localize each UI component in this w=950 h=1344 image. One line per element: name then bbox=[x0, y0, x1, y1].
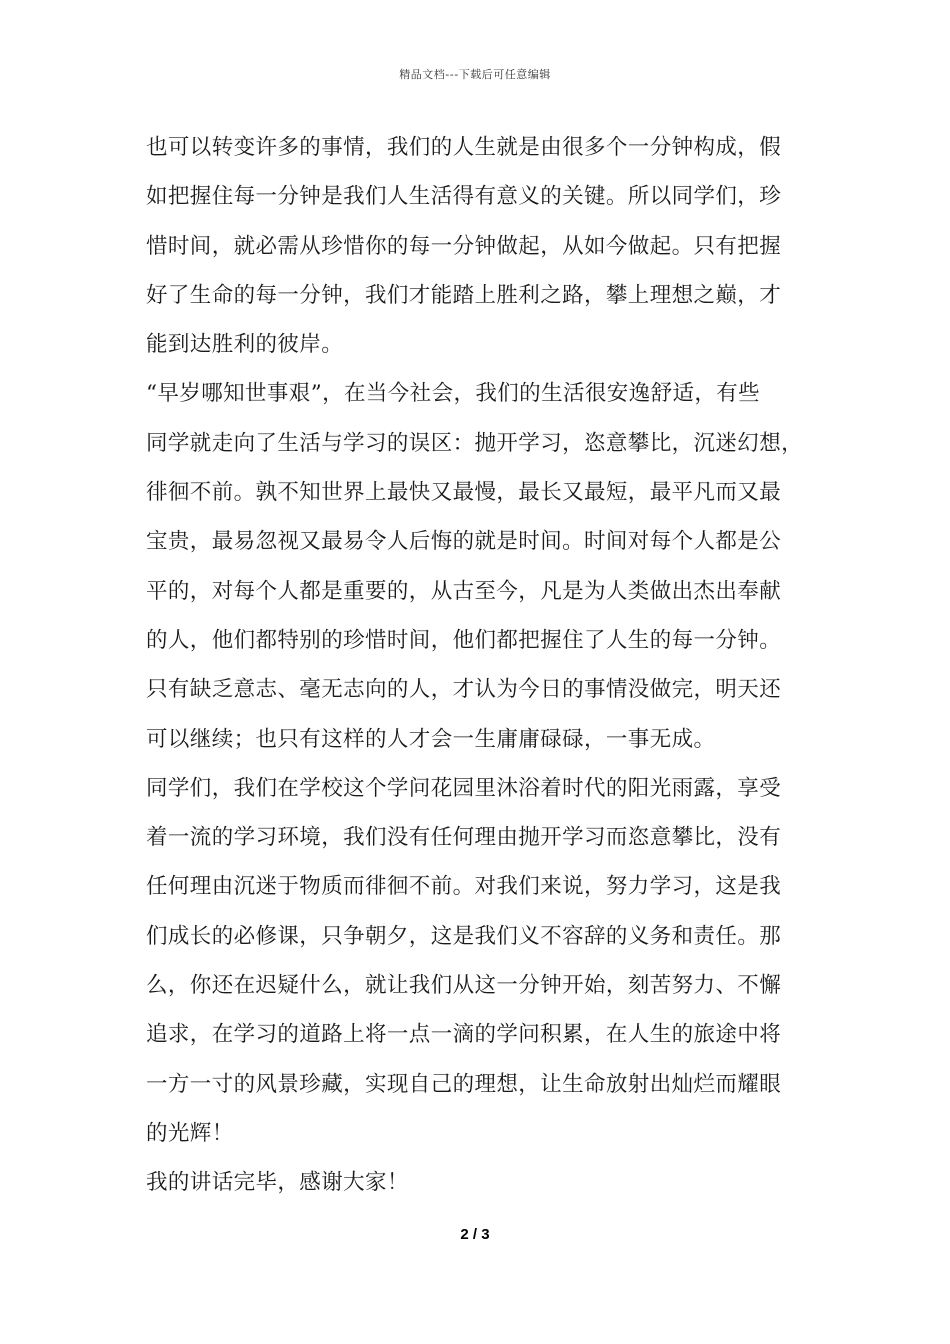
text-line: 么，你还在迟疑什么，就让我们从这一分钟开始，刻苦努力、不懈 bbox=[146, 973, 782, 999]
text-line: 只有缺乏意志、毫无志向的人，才认为今日的事情没做完，明天还 bbox=[146, 677, 782, 703]
text-line: 宝贵，最易忽视又最易令人后悔的就是时间。时间对每个人都是公 bbox=[146, 529, 782, 555]
text-line: 追求，在学习的道路上将一点一滴的学问积累，在人生的旅途中将 bbox=[146, 1022, 782, 1048]
text-line: “早岁哪知世事艰”，在当今社会，我们的生活很安逸舒适，有些 bbox=[146, 381, 761, 407]
text-line: 的人，他们都特别的珍惜时间，他们都把握住了人生的每一分钟。 bbox=[146, 627, 782, 653]
text-line: 我的讲话完毕，感谢大家！ bbox=[146, 1170, 409, 1196]
page-number: 2 / 3 bbox=[460, 1226, 490, 1243]
text-line: 着一流的学习环境，我们没有任何理由抛开学习而恣意攀比，没有 bbox=[146, 825, 782, 851]
text-line: 能到达胜利的彼岸。 bbox=[146, 332, 344, 358]
text-line: 一方一寸的风景珍藏，实现自己的理想，让生命放射出灿烂而耀眼 bbox=[146, 1071, 782, 1097]
text-line: 可以继续；也只有这样的人才会一生庸庸碌碌，一事无成。 bbox=[146, 726, 716, 752]
text-line: 也可以转变许多的事情，我们的人生就是由很多个一分钟构成，假 bbox=[146, 135, 782, 160]
text-line: 同学就走向了生活与学习的误区：抛开学习，恣意攀比，沉迷幻想， bbox=[146, 430, 804, 456]
text-line: 惜时间，就必需从珍惜你的每一分钟做起，从如今做起。只有把握 bbox=[146, 233, 782, 259]
page-header: 精品文档---下载后可任意编辑 bbox=[399, 68, 551, 81]
text-line: 如把握住每一分钟是我们人生活得有意义的关键。所以同学们，珍 bbox=[146, 184, 782, 210]
text-line: 徘徊不前。孰不知世界上最快又最慢，最长又最短，最平凡而又最 bbox=[146, 480, 782, 506]
text-line: 平的，对每个人都是重要的，从古至今，凡是为人类做出杰出奉献 bbox=[146, 578, 782, 604]
text-line: 的光辉！ bbox=[146, 1120, 234, 1146]
text-line: 们成长的必修课，只争朝夕，这是我们义不容辞的义务和责任。那 bbox=[146, 923, 782, 949]
text-line: 任何理由沉迷于物质而徘徊不前。对我们来说，努力学习，这是我 bbox=[146, 874, 782, 900]
text-line: 好了生命的每一分钟，我们才能踏上胜利之路，攀上理想之巅，才 bbox=[146, 282, 782, 308]
text-line: 同学们，我们在学校这个学问花园里沐浴着时代的阳光雨露，享受 bbox=[146, 775, 782, 801]
body-text bbox=[146, 128, 814, 1213]
